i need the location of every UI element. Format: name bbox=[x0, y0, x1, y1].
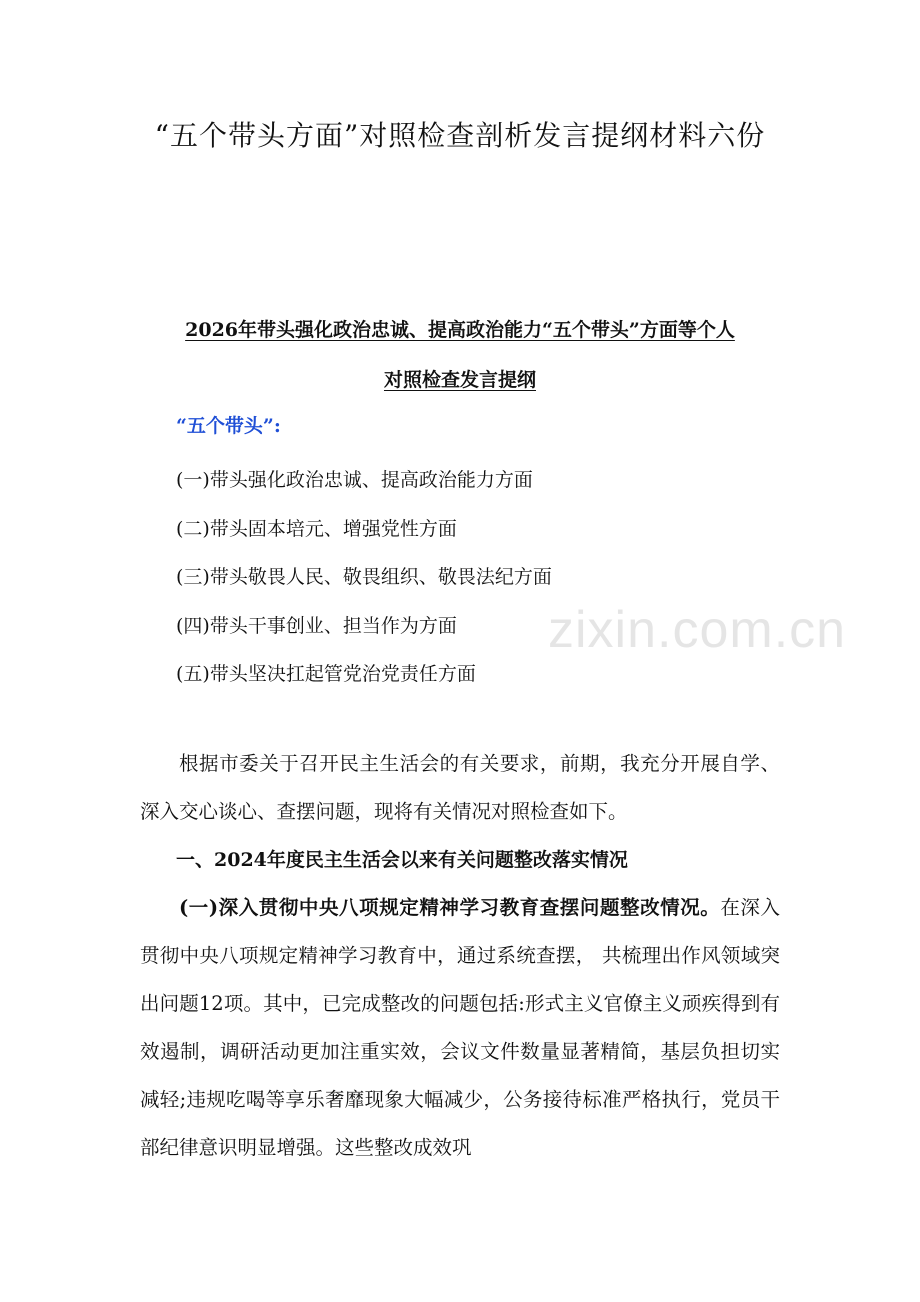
section-1-paragraph bbox=[140, 884, 780, 1172]
section-heading: 一、2024年度民主生活会以来有关问题整改落实情况 bbox=[176, 849, 628, 871]
subheading-line-1: 2026年带头强化政治忠诚、提高政治能力“五个带头”方面等个人 bbox=[185, 319, 735, 341]
list-item: (一)带头强化政治忠诚、提高政治能力方面 bbox=[176, 469, 533, 491]
list-item: (二)带头固本培元、增强党性方面 bbox=[176, 517, 457, 540]
list-item: (五)带头坚决扛起管党治党责任方面 bbox=[176, 663, 476, 685]
watermark-logo: zixin.com.cn bbox=[548, 601, 847, 659]
subheading-line-2: 对照检查发言提纲 bbox=[383, 369, 536, 391]
section-1-text: 在深入贯彻中央八项规定精神学习教育中，通过系统查摆， 共梳理出作风领域突出问题12项。其中，已完成整改的问题包括:形式主义官僚主义顽疾得到有效遏制，调研活动更加注重实效，会议文件数量显著精简，基层负担切实减轻;违规吃喝等享乐奢靡现象大幅减少，公务接待标准严格执行，党员干部纪律意识明显增强。这些整改成效巩 bbox=[140, 896, 780, 1159]
intro-paragraph: 根据市委关于召开民主生活会的有关要求，前期，我充分开展自学、深入交心谈心、查摆问题，现将有关情况对照检查如下。 bbox=[140, 752, 780, 823]
five-leads-list bbox=[176, 456, 552, 699]
section-1-lead: (一)深入贯彻中央八项规定精神学习教育查摆问题整改情况。 bbox=[179, 896, 721, 919]
document-title: “五个带头方面”对照检查剖析发言提纲材料六份 bbox=[154, 119, 766, 152]
list-item: (三)带头敬畏人民、敬畏组织、敬畏法纪方面 bbox=[176, 566, 552, 588]
five-leads-label: “五个带头”: bbox=[176, 415, 281, 437]
list-item: (四)带头干事创业、担当作为方面 bbox=[176, 614, 457, 637]
